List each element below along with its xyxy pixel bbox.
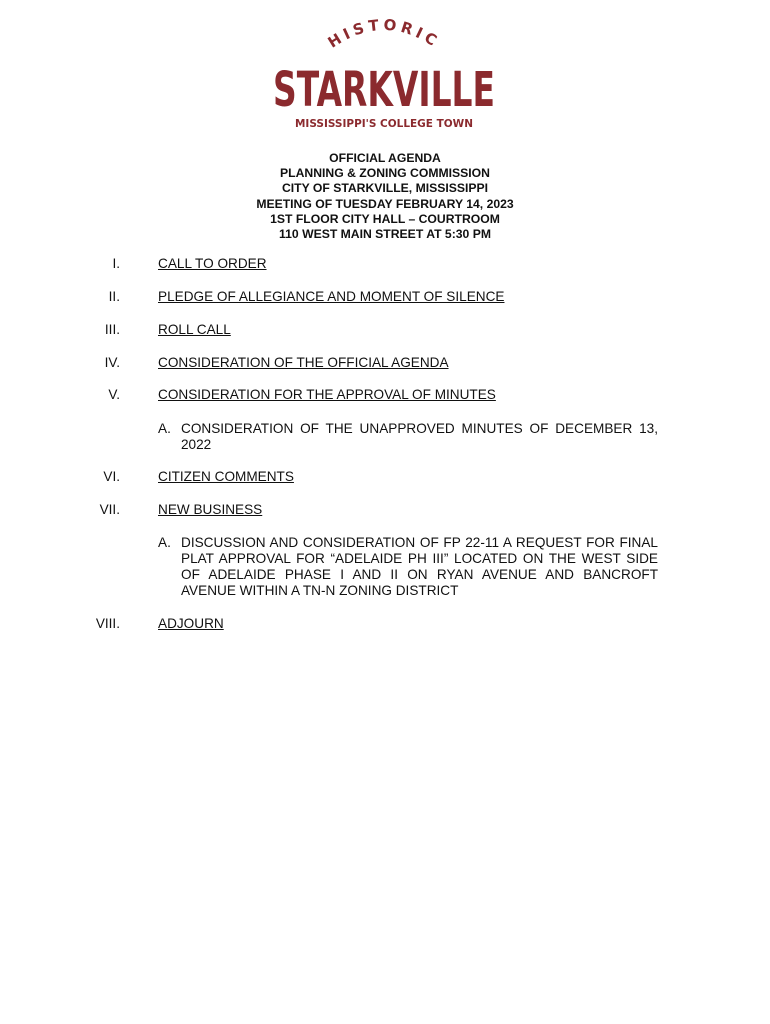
agenda-item-label: CITIZEN COMMENTS (158, 469, 294, 484)
starkville-logo (268, 14, 500, 132)
agenda-item-label: PLEDGE OF ALLEGIANCE AND MOMENT OF SILENCE (158, 289, 505, 304)
logo-historic-text: HISTORIC (324, 15, 444, 52)
agenda-subitem-fp-22-11 (158, 535, 658, 599)
agenda-item-number: V. (108, 387, 120, 402)
agenda-subitem-minutes (158, 421, 658, 453)
heading-line: MEETING OF TUESDAY FEBRUARY 14, 2023 (256, 196, 514, 211)
logo-tagline-text: MISSISSIPPI'S COLLEGE TOWN (295, 117, 473, 130)
heading-line: PLANNING & ZONING COMMISSION (280, 166, 490, 181)
heading-line: 110 WEST MAIN STREET AT 5:30 PM (279, 227, 491, 242)
agenda-item-number: VII. (99, 502, 120, 517)
subitem-letter: A. (158, 535, 171, 550)
logo-starkville-text: STARKVILLE (273, 62, 495, 118)
agenda-item-number: II. (108, 289, 120, 304)
agenda-item-label: NEW BUSINESS (158, 502, 263, 517)
subitem-text: DISCUSSION AND CONSIDERATION OF FP 22-11 A REQUEST FOR FINAL PLAT APPROVAL FOR “ADELAIDE PH III” LOCATED ON THE WEST SIDE OF ADELAIDE PHASE I AND II ON RYAN AVENUE AND BANCROFT AVENUE WITHIN A TN-N ZONING DISTRICT (181, 535, 658, 598)
agenda-item-number: VIII. (95, 616, 120, 631)
subitem-letter: A. (158, 421, 171, 436)
agenda-heading (0, 151, 770, 242)
agenda-item-number: IV. (104, 355, 120, 370)
subitem-text: CONSIDERATION OF THE UNAPPROVED MINUTES OF DECEMBER 13, 2022 (181, 421, 658, 452)
agenda-item-number: I. (112, 256, 120, 271)
agenda-item-number: III. (104, 322, 120, 337)
agenda-item-label: ROLL CALL (158, 322, 231, 337)
heading-line: OFFICIAL AGENDA (329, 151, 441, 165)
agenda-item-label: ADJOURN (158, 616, 224, 631)
agenda-item-label: CONSIDERATION FOR THE APPROVAL OF MINUTES (158, 387, 496, 402)
agenda-item-label: CONSIDERATION OF THE OFFICIAL AGENDA (158, 355, 449, 370)
agenda-item-label: CALL TO ORDER (158, 256, 267, 271)
heading-line: CITY OF STARKVILLE, MISSISSIPPI (281, 181, 489, 196)
heading-line: 1ST FLOOR CITY HALL – COURTROOM (270, 211, 500, 226)
agenda-item-number: VI. (103, 469, 120, 484)
